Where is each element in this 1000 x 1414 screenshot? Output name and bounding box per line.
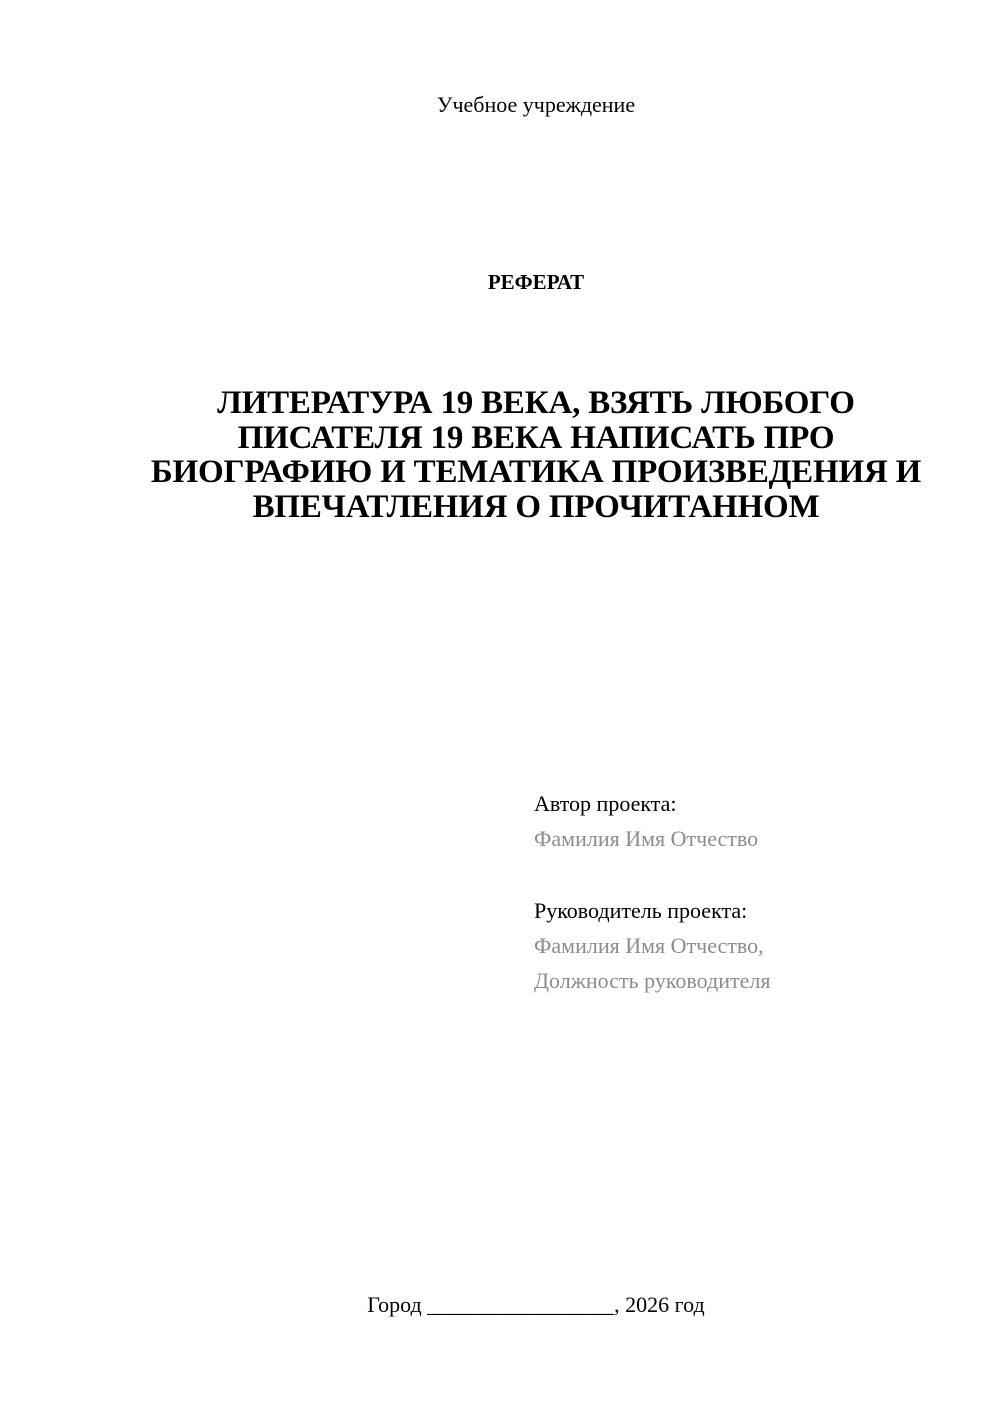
supervisor-position: Должность руководителя [534, 968, 771, 993]
document-title: ЛИТЕРАТУРА 19 ВЕКА, ВЗЯТЬ ЛЮБОГО ПИСАТЕЛЯ 19 ВЕКА НАПИСАТЬ ПРО БИОГРАФИЮ И ТЕМАТИКА ПРОИЗВЕДЕНИЯ И ВПЕЧАТЛЕНИЯ О ПРОЧИТАННОМ [150, 385, 922, 525]
city-year-line [0, 1290, 1000, 1320]
city-blank: _________________ [427, 1292, 615, 1317]
supervisor-label: Руководитель проекта: [534, 898, 748, 923]
author-block [534, 786, 974, 856]
year-text: , 2026 год [614, 1292, 705, 1317]
supervisor-name: Фамилия Имя Отчество, [534, 933, 764, 958]
supervisor-block [534, 893, 974, 998]
document-type: РЕФЕРАТ [487, 270, 585, 294]
author-name: Фамилия Имя Отчество [534, 826, 759, 851]
institution-name: Учебное учреждение [436, 92, 636, 117]
author-label: Автор проекта: [534, 791, 677, 816]
city-label: Город [367, 1292, 422, 1317]
